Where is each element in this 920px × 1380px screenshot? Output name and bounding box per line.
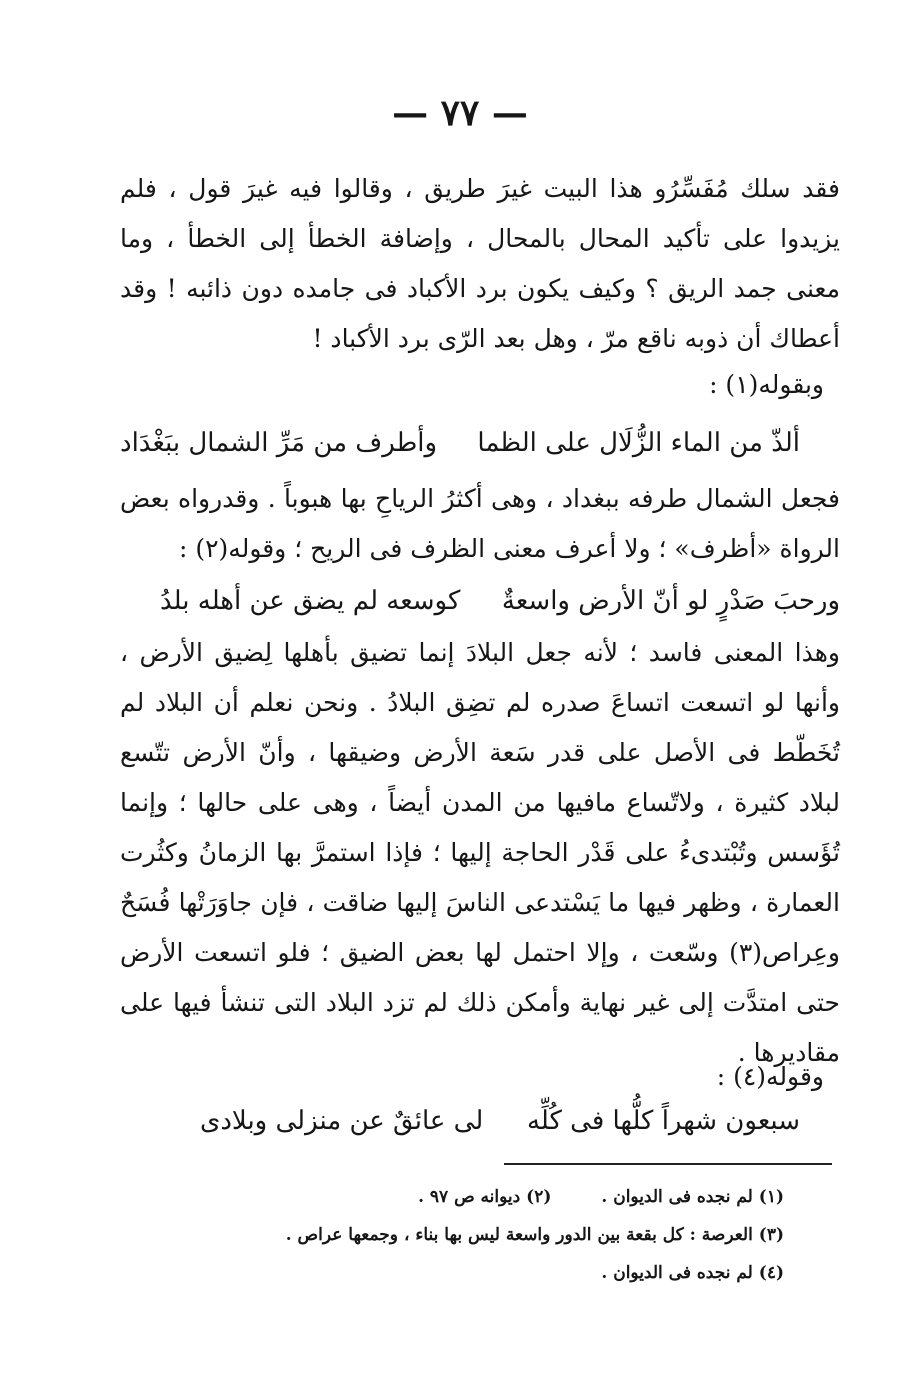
verse-3-first-hemistich: سبعون شهراً كلُّها فى كُلِّه (526, 1106, 800, 1136)
paragraph-commentary-2: فجعل الشمال طرفه ببغداد ، وهى أكثرُ الرياحِ بها هبوباً . وقدرواه بعض الرواة «أظرف» ؛ ولا أعرف معنى الظرف فى الريح ؛ وقوله(٢) : (120, 484, 840, 563)
verse-2-first-hemistich: ورحبَ صَدْرٍ لو أنّ الأرض واسعةٌ (501, 586, 840, 616)
verse-line-1 (120, 418, 840, 468)
footnote-4: (٤) لم نجده فى الديوان . (601, 1263, 784, 1283)
verse-1-second-hemistich: وأطرف من مَرِّ الشمال ببَغْدَاد (120, 428, 438, 458)
verse-line-3 (120, 1096, 840, 1146)
footnote-divider (504, 1163, 832, 1165)
verse-1-first-hemistich: ألذّ من الماء الزُّلَال على الظما (477, 428, 800, 458)
paragraph-commentary-1: فقد سلك مُفَسِّرُو هذا البيت غيرَ طريق ، وقالوا فيه غيرَ قول ، فلم يزيدوا على تأكيد المحال بالمحال ، وإضافة الخطأ إلى الخطأ ، وما معنى جمد الريق ؟ وكيف يكون برد الأكباد فى جامده دون ذائبه ! وقد أعطاك أن ذوبه ناقع مرّ ، وهل بعد الرّى برد الأكباد ! (120, 174, 840, 353)
page-number: — ٧٧ — (392, 92, 528, 134)
paragraph-commentary-3: وهذا المعنى فاسد ؛ لأنه جعل البلادَ إنما تضيق بأهلها لِضيق الأرض ، وأنها لو اتسعت اتساعَ صدره لم تضِق البلادُ . ونحن نعلم أن البلاد لم تُخَطّط فى الأصل على قدر سَعة الأرض وضيقها ، وأنّ الأرض تتّسع لبلاد كثيرة ، ولاتّساع مافيها من المدن أيضاً ، وهى على حالها ؛ وإنما تُؤَسس وتُبْتدىءُ على قَدْر الحاجة إليها ؛ فإذا استمرَّ بها الزمانُ وكثُرت العمارة ، وظهر فيها ما يَسْتدعى الناسَ إليها ضاقت ، فإن جاوَرَتْها فُسَحٌ وعِراص(٣) وسّعت ، وإلا احتمل لها بعض الضيق ؛ فلو اتسعت الأرض حتى امتدَّت إلى غير نهاية وأمكن ذلك لم تزد البلاد التى تنشأ فيها على مقاديرها . (120, 638, 840, 1067)
verse-intro-2: وقوله(٤) : (716, 1062, 824, 1091)
verse-3-second-hemistich: لى عائقٌ عن منزلى وبلادى (200, 1106, 484, 1136)
footnote-2: (٢) ديوانه ص ٩٧ . (418, 1187, 552, 1207)
verse-2-second-hemistich: كوسعه لم يضق عن أهله بلدُ (160, 586, 461, 616)
verse-line-2 (120, 576, 840, 626)
footnote-line-1 (134, 1178, 784, 1216)
footnote-3: (٣) العرصة : كل بقعة بين الدور واسعة ليس بها بناء ، وجمعها عراص . (285, 1225, 784, 1245)
footnote-1: (١) لم نجده فى الديوان . (601, 1187, 784, 1207)
verse-intro-1: وبقوله(١) : (709, 370, 824, 399)
footnotes (134, 1178, 784, 1292)
